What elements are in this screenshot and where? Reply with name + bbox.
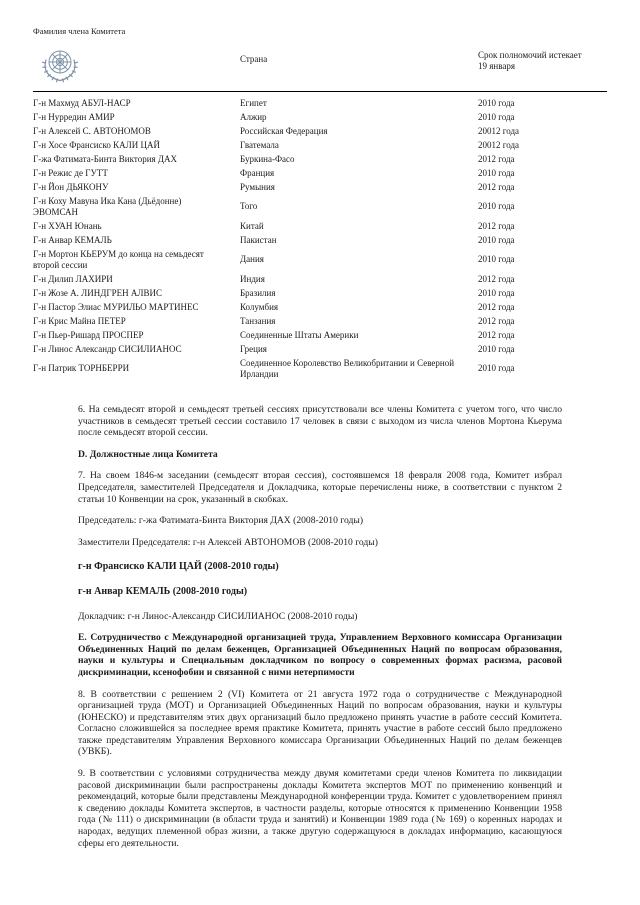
member-term: 2010 года <box>478 343 515 354</box>
table-row <box>33 219 607 233</box>
member-name: Г-н Пастор Элиас МУРИЛЬО МАРТИНЕС <box>33 301 199 312</box>
member-country: Российская Федерация <box>240 125 328 136</box>
member-name: Г-н ХУАН Юнань <box>33 220 102 231</box>
table-row <box>33 138 607 152</box>
member-country: Алжир <box>240 111 267 122</box>
member-name: Г-н Хосе Франсиско КАЛИ ЦАЙ <box>33 139 161 150</box>
table-row <box>33 233 607 247</box>
header-divider <box>33 91 607 92</box>
table-row <box>33 166 607 180</box>
member-name: Г-н Анвар КЕМАЛЬ <box>33 234 112 245</box>
member-term: 2012 года <box>478 181 515 192</box>
table-row <box>33 152 607 166</box>
member-country: Дания <box>240 254 264 264</box>
table-row <box>33 180 607 194</box>
member-name: Г-н Пьер-Ришард ПРОСПЕР <box>33 329 144 340</box>
table-row <box>33 342 607 356</box>
members-table-body <box>33 96 607 381</box>
member-name: Г-н Нурредин АМИР <box>33 111 115 122</box>
table-row <box>33 328 607 342</box>
member-country: Румыния <box>240 181 275 192</box>
member-term: 2010 года <box>478 287 515 298</box>
member-country: Колумбия <box>240 301 279 312</box>
member-name: Г-н Коху Мавуна Ика Кана (Дьёдонне) ЭВОМСАН <box>33 195 182 217</box>
member-name: Г-н Линос Александр СИСИЛИАНОС <box>33 343 182 354</box>
member-country: Китай <box>240 220 264 231</box>
column-header-country: Страна <box>240 54 268 64</box>
section-e-heading: E. Сотрудничество с Международной организацией труда, Управлением Верховного комиссара Организации Объединенных Наций по делам беженцев, Организацией Объединенных Наций по вопросам образования, науки и культуры и Специальным докладчиком по вопросу о современных формах расизма, расовой дискриминации, ксенофобии и связанной с ними нетерпимости <box>78 632 562 678</box>
member-name: Г-жа Фатимата-Бинта Виктория ДАХ <box>33 153 178 164</box>
member-country: Бразилия <box>240 287 276 298</box>
member-name: Г-н Крис Майна ПЕТЕР <box>33 315 126 326</box>
member-term: 2010 года <box>478 97 515 108</box>
table-row <box>33 286 607 300</box>
member-name: Г-н Жозе А. ЛИНДГРЕН АЛВИС <box>33 287 162 298</box>
table-row <box>33 300 607 314</box>
member-country: Греция <box>240 343 267 354</box>
table-row <box>33 272 607 286</box>
member-country: Соединенное Королевство Великобритании и Северной Ирландии <box>240 357 455 379</box>
table-row <box>33 247 607 272</box>
vice-chair-line-2: г-н Франсиско КАЛИ ЦАЙ (2008-2010 годы) <box>78 561 279 573</box>
paragraph-6: 6. На семьдесят второй и семьдесят третьей сессиях присутствовали все члены Комитета с учетом того, что число участников в семьдесят третьей сессии составило 17 человек в связи с выходом из числа членов Мортона Кьерума после семьдесят второй сессии. <box>78 404 562 439</box>
member-name: Г-н Йон ДЬЯКОНУ <box>33 181 109 192</box>
section-d-heading: D. Должностные лица Комитета <box>78 448 218 460</box>
table-row <box>33 314 607 328</box>
member-name: Г-н Патрик ТОРНБЕРРИ <box>33 363 130 373</box>
member-term: 2012 года <box>478 273 515 284</box>
member-country: Танзания <box>240 315 276 326</box>
member-name: Г-н Режис де ГУТТ <box>33 167 108 178</box>
member-name: Г-н Махмуд АБУЛ-НАСР <box>33 97 131 108</box>
member-term: 2010 года <box>478 111 515 122</box>
member-term: 2012 года <box>478 301 515 312</box>
paragraph-9: 9. В соответствии с условиями сотрудничества между двумя комитетами среди членов Комитета по ликвидации расовой дискриминации были распространены доклады Комитета экспертов МОТ по применению конвенций и рекомендаций, которые были представлены Международной конференции труда. Комитет с удовлетворением принял к сведению доклады Комитета экспертов, в частности разделы, которые относятся к применению Конвенции 1958 года (№ 111) о дискриминации (в области труда и занятий) и Конвенции 1989 года (№ 169) о коренных народах и народах, ведущих племенной образ жизни, а также другую содержащуюся в докладах информацию, касающуюся сферы его деятельности. <box>78 768 562 849</box>
member-term: 20012 года <box>478 125 520 136</box>
member-term: 2010 года <box>478 201 515 211</box>
column-header-term-line2: 19 января <box>478 61 515 71</box>
member-term: 2010 года <box>478 167 515 178</box>
member-term: 2010 года <box>478 234 515 245</box>
member-country: Египет <box>240 97 267 108</box>
document-body <box>78 404 562 859</box>
vice-chair-line-1: Заместители Председателя: г-н Алексей АВТОНОМОВ (2008-2010 годы) <box>78 536 378 548</box>
table-row <box>33 124 607 138</box>
member-country: Гватемала <box>240 139 279 150</box>
page-header-label: Фамилия члена Комитета <box>33 26 126 36</box>
table-row <box>33 96 607 110</box>
member-term: 2012 года <box>478 220 515 231</box>
member-country: Франция <box>240 167 275 178</box>
member-country: Индия <box>240 273 265 284</box>
un-emblem-icon <box>36 46 84 90</box>
table-row <box>33 110 607 124</box>
paragraph-7: 7. На своем 1846-м заседании (семьдесят вторая сессия), состоявшемся 18 февраля 2008 года, Комитет избрал Председателя, заместителей Председателя и Докладчика, которые перечислены ниже, в соответствии с пунктом 2 статьи 10 Конвенции на срок, указанный в скобках. <box>78 470 562 505</box>
table-row <box>33 356 607 381</box>
member-term: 2012 года <box>478 329 515 340</box>
column-header-term-line1: Срок полномочий истекает <box>478 50 582 60</box>
member-term: 2012 года <box>478 153 515 164</box>
vice-chair-line-3: г-н Анвар КЕМАЛЬ (2008-2010 годы) <box>78 585 248 597</box>
member-country: Пакистан <box>240 234 277 245</box>
member-country: Соединенные Штаты Америки <box>240 329 359 340</box>
member-country: Буркина-Фасо <box>240 153 295 164</box>
member-country: Того <box>240 201 258 211</box>
member-name: Г-н Дилип ЛАХИРИ <box>33 273 113 284</box>
member-term: 2012 года <box>478 315 515 326</box>
table-row <box>33 194 607 219</box>
member-term: 20012 года <box>478 139 520 150</box>
column-header-term <box>478 50 604 72</box>
member-term: 2010 года <box>478 254 515 264</box>
member-name: Г-н Мортон КЬЕРУМ до конца на семьдесят второй сессии <box>33 248 204 270</box>
chairperson-line: Председатель: г-жа Фатимата-Бинта Виктория ДАХ (2008-2010 годы) <box>78 515 364 527</box>
paragraph-8: 8. В соответствии с решением 2 (VI) Комитета от 21 августа 1972 года о сотрудничестве с Международной организацией труда (МОТ) и Организацией Объединенных Наций по вопросам образования, науки и культуры (ЮНЕСКО) и представителям этих двух организаций было предложено принять участие в работе сессий Комитета. Согласно сложившейся за последнее время практике Комитета, принять участие в работе сессий было предложено также представителям Управления Верховного комиссара Организации Объединенных Наций по делам беженцев (УВКБ). <box>78 688 562 758</box>
member-term: 2010 года <box>478 363 515 373</box>
rapporteur-line: Докладчик: г-н Линос-Александр СИСИЛИАНОС (2008-2010 годы) <box>78 610 358 622</box>
member-name: Г-н Алексей С. АВТОНОМОВ <box>33 125 151 136</box>
